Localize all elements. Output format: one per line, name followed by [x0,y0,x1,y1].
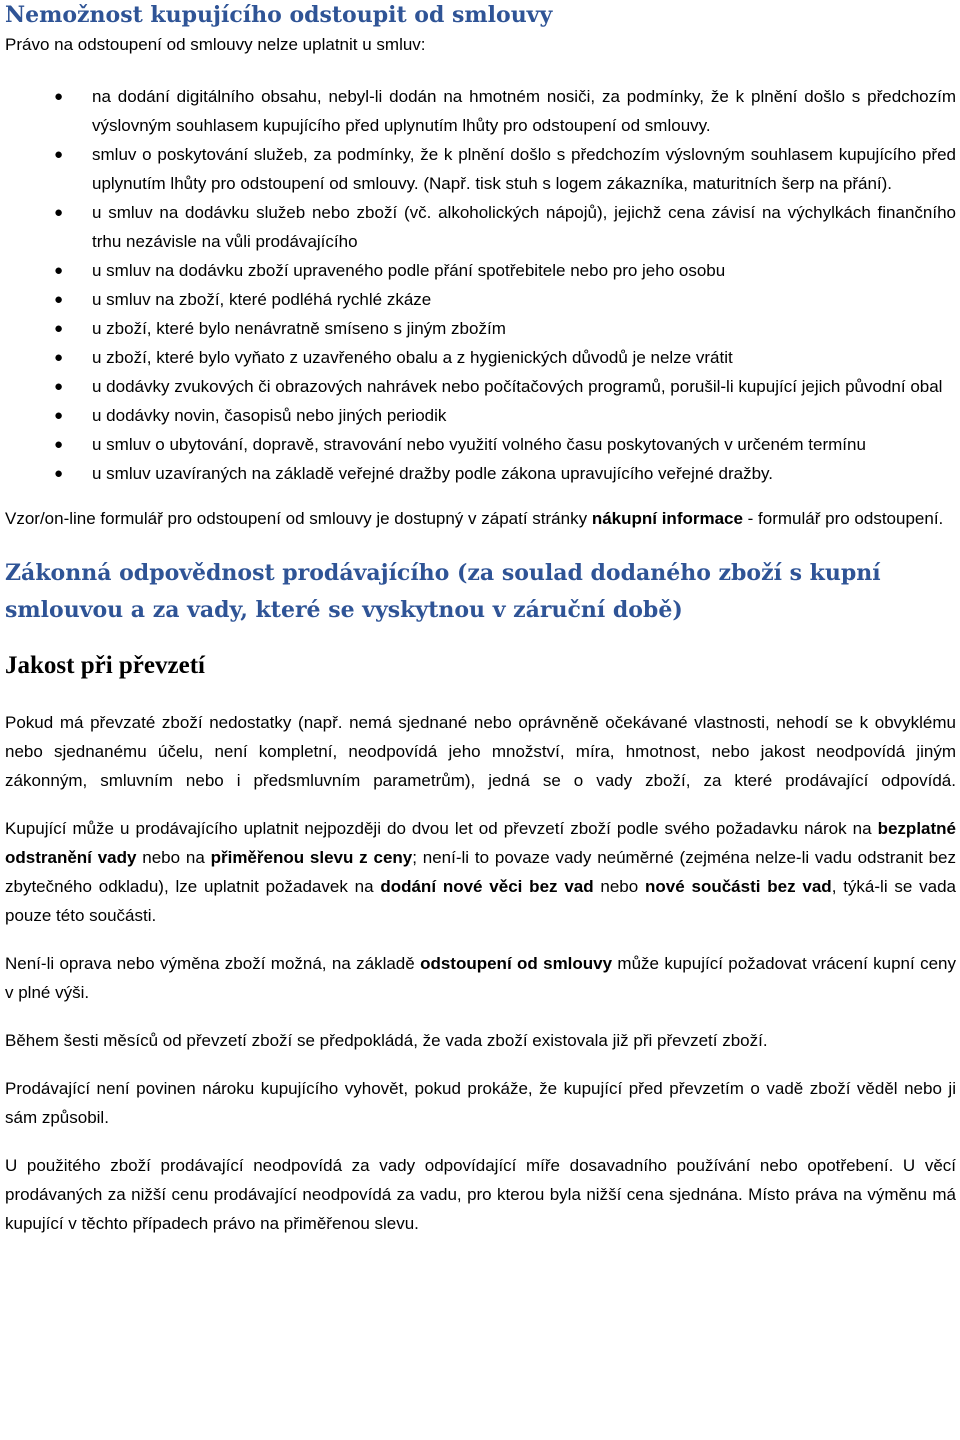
paragraph-seller-not-obliged: Prodávající není povinen nároku kupujícího vyhovět, pokud prokáže, že kupující před převzetím o vadě zboží věděl nebo ji sám způsobil. [5,1079,956,1127]
bullet-icon: ● [54,320,64,337]
paragraph-six-months: Během šesti měsíců od převzetí zboží se předpokládá, že vada zboží existovala již při převzetí zboží. [5,1031,768,1050]
bullet-icon: ● [54,465,64,482]
bullet-icon: ● [54,204,64,221]
list-item: ● u smluv o ubytování, dopravě, stravování nebo využití volného času poskytovaných v určeném termínu [5,430,956,459]
purchase-info-link[interactable]: nákupní informace [591,509,743,528]
section-title-withdrawal: Nemožnost kupujícího odstoupit od smlouvy [5,2,553,28]
list-item: ● u zboží, které bylo nenávratně smíseno s jiným zbožím [5,314,956,343]
bullet-icon: ● [54,378,64,395]
section-title-liability: Zákonná odpovědnost prodávajícího (za soulad dodaného zboží s kupní smlouvou a za vady, které se vyskytnou v záruční době) [5,560,881,623]
list-item: ● u smluv uzavíraných na základě veřejné dražby podle zákona upravujícího veřejné dražby. [5,459,956,488]
exceptions-list [5,82,956,488]
paragraph-claims: Kupující může u prodávajícího uplatnit nejpozději do dvou let od převzetí zboží podle svého požadavku nárok na bezplatné odstranění vady nebo na přiměřenou slevu z ceny; není-li to povaze vady neúměrné (zejména nelze-li vadu odstranit bez zbytečného odkladu), lze uplatnit požadavek na dodání nové věci bez vad nebo nové součásti bez vad, týká-li se vada pouze této součásti. [5,819,957,925]
list-item: ● u zboží, které bylo vyňato z uzavřeného obalu a z hygienických důvodů je nelze vrátit [5,343,956,372]
bullet-icon: ● [54,291,64,308]
bullet-icon: ● [54,349,64,366]
bullet-icon: ● [54,262,64,279]
list-item: ● u dodávky zvukových či obrazových nahrávek nebo počítačových programů, porušil-li kupující jejich původní obal [5,372,956,401]
subsection-title-quality: Jakost při převzetí [5,652,205,679]
bullet-icon: ● [54,436,64,453]
bullet-icon: ● [54,407,64,424]
bullet-icon: ● [54,146,64,163]
paragraph-used-goods: U použitého zboží prodávající neodpovídá za vady odpovídající míře dosavadního používání nebo opotřebení. U věcí prodávaných za nižší cenu prodávající neodpovídá za vadu, pro kterou byla nižší cena sjednána. Místo práva na výměnu má kupující v těchto případech právo na přiměřenou slevu. [5,1156,956,1233]
list-item: ● u smluv na zboží, které podléhá rychlé zkáze [5,285,956,314]
list-item: ● smluv o poskytování služeb, za podmínky, že k plnění došlo s předchozím výslovným souhlasem kupujícího před uplynutím lhůty pro odstoupení od smlouvy. (Např. tisk stuh s logem zákazníka, maturitních šerp na přání). [5,140,956,198]
bullet-icon: ● [54,88,64,105]
paragraph-repair-impossible: Není-li oprava nebo výměna zboží možná, na základě odstoupení od smlouvy může kupující požadovat vrácení kupní ceny v plné výši. [5,954,956,1002]
list-item: ● u smluv na dodávku zboží upraveného podle přání spotřebitele nebo pro jeho osobu [5,256,956,285]
list-item: ● u dodávky novin, časopisů nebo jiných periodik [5,401,956,430]
list-item: ● u smluv na dodávku služeb nebo zboží (vč. alkoholických nápojů), jejichž cena závisí na výchylkách finančního trhu nezávisle na vůli prodávajícího [5,198,956,256]
intro-text: Právo na odstoupení od smlouvy nelze uplatnit u smluv: [5,35,426,54]
list-item: ● na dodání digitálního obsahu, nebyl-li dodán na hmotném nosiči, za podmínky, že k plnění došlo s předchozím výslovným souhlasem kupujícího před uplynutím lhůty pro odstoupení od smlouvy. [5,82,956,140]
paragraph-defects: Pokud má převzaté zboží nedostatky (např. nemá sjednané nebo oprávněně očekávané vlastnosti, nehodí se k obvyklému nebo sjednanému účelu, není kompletní, neodpovídá jeho množství, míra, hmotnost, nebo jakost neodpovídá jiným zákonným, smluvním nebo i předsmluvním parametrům), jedná se o vady zboží, za které prodávající odpovídá. [5,713,956,790]
withdrawal-form-note: Vzor/on-line formulář pro odstoupení od smlouvy je dostupný v zápatí stránky nákupní informace - formulář pro odstoupení. [5,509,944,528]
